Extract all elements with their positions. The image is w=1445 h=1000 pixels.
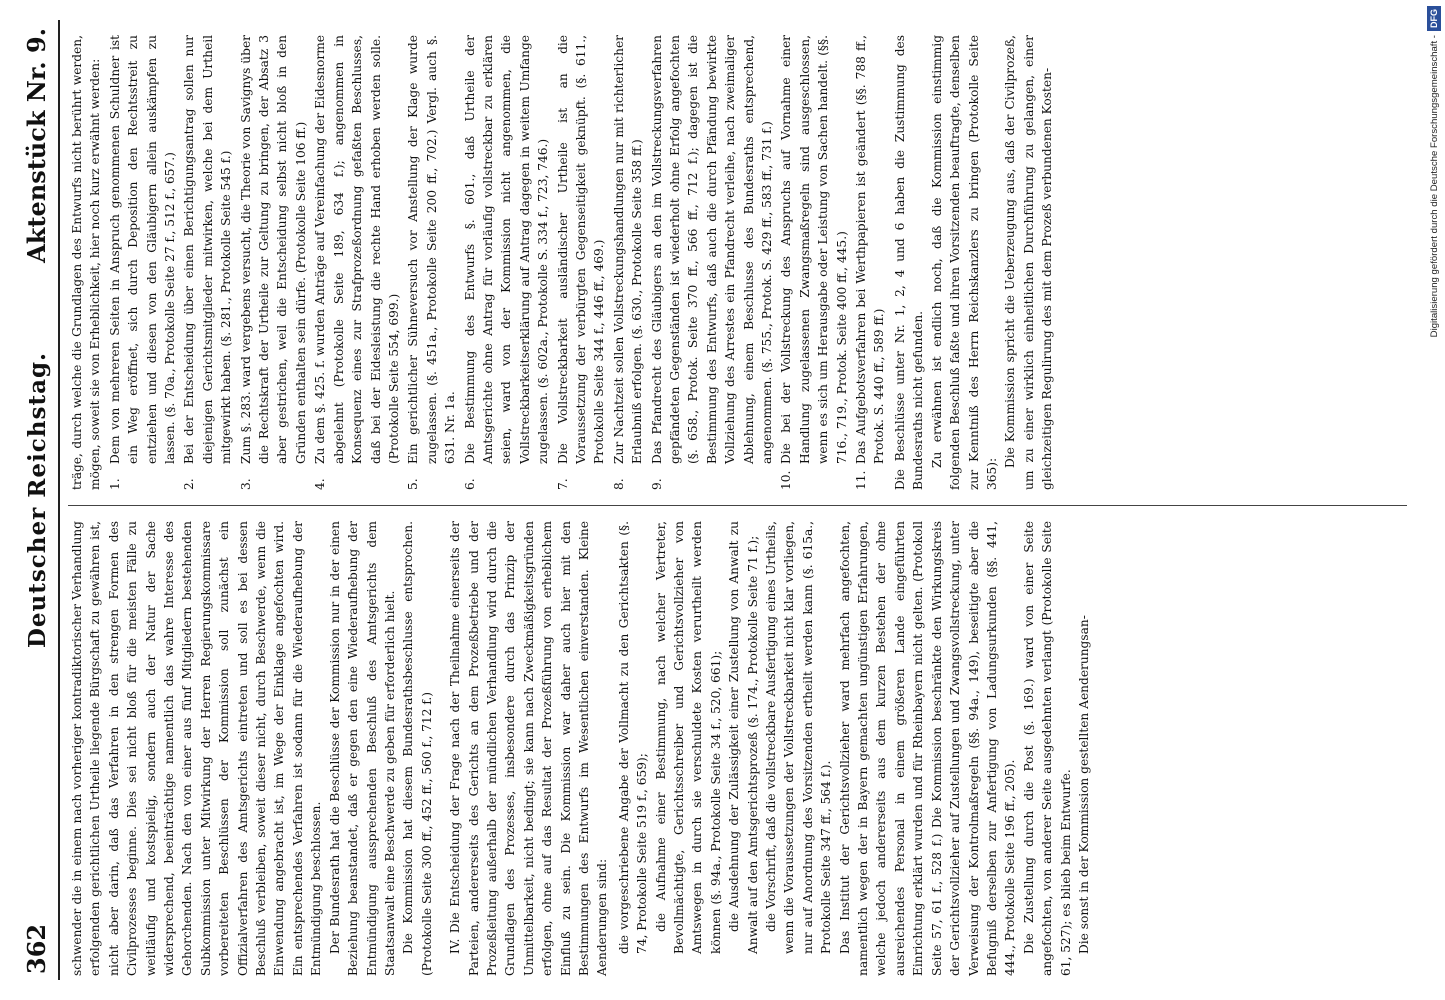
left-column <box>68 521 1407 976</box>
document-label: Aktenstück Nr. 9. <box>22 28 51 263</box>
item-number: 1. <box>107 478 122 490</box>
section-iv-paragraph: IV. Die Entscheidung der Frage nach der Theilnahme einerseits der Parteien, andererseits des Gerichts an dem Prozeßbetriebe und der Prozeßleitung außerhalb der mündlichen Verhandlung wird durch die Grundlagen des Prozesses, insbesondere durch das Prinzip der Unmittelbarkeit, nicht bedingt; sie kann nach Zweckmäßigkeitsgründen erfolgen, ohne auf das Resultat der Prozeßführung von erheblichem Einfluß zu sein. Die Kommission war daher auch hier mit den Bestimmungen des Entwurfs im Wesentlichen einverstanden. Kleine Aenderungen sind: <box>448 521 610 976</box>
numbered-item <box>180 35 235 490</box>
item-text: Die bei der Vollstreckung des Anspruchs auf Vornahme einer Handlung zugelassenen Zwangsmaßregeln sind ausgeschlossen, wenn es sich um Herausgabe oder Leistung von Sachen handelt. (§§. 716., 719., Protok. Seite 400 ff., 445.) <box>779 35 849 464</box>
paragraph: Die Kommission spricht die Ueberzeugung aus, daß der Civilprozeß, um zu einer wirklich einheitlichen Durchführung zu gelangen, einer gleichzeitigen Regulirung des mit dem Prozeß verbundenen Kosten- <box>1003 35 1055 490</box>
numbered-item <box>404 35 459 490</box>
item-number: 6. <box>462 478 477 490</box>
item-text: Dem von mehreren Seiten in Anspruch genommenen Schuldner ist ein Weg eröffnet, sich durch Deposition den Rechtsstreit zu entziehen und diesen von den Gläubigern allein auskämpfen zu lassen. (§. 70a., Protokolle Seite 27 f., 512 f., 657.) <box>107 35 178 464</box>
numbered-item <box>311 35 403 490</box>
column-divider <box>68 505 1407 506</box>
numbered-item <box>106 35 180 490</box>
item-number: 11. <box>854 470 869 490</box>
item-number: 9. <box>649 478 664 490</box>
item-text: Zu dem §. 425. f. wurden Anträge auf Vereinfachung der Eidesnorme abgelehnt (Protokolle Seite 189, 634 f.); angenommen in Konsequenz eines zur Strafprozeßordnung gefaßten Beschlusses, daß bei der Eidesleistung die rechte Hand erhoben werden solle. (Protokolle Seite 554, 699.) <box>313 35 401 464</box>
paragraph: Die Beschlüsse unter Nr. 1, 2, 4 und 6 haben die Zustimmung des Bundesraths nicht gefunden. <box>892 35 926 490</box>
amendment-item: die Ausdehnung der Zulässigkeit einer Zustellung von Anwalt zu Anwalt auf den Amtsgerichtsprozeß (§. 174., Protokolle Seite 71 f.); <box>727 521 760 954</box>
item-text: Das Aufgebotsverfahren bei Werthpapieren ist geändert (§§. 788 ff., Protok. S. 440 ff., 589 ff.) <box>854 35 887 464</box>
numbered-item <box>648 35 777 490</box>
paragraph: Die Kommission hat diesem Bundesrathsbeschlusse entsprochen. (Protokolle Seite 300 ff., 452 ff., 560 f., 712 f.) <box>401 521 434 976</box>
item-number: 7. <box>555 478 570 490</box>
paragraph: schwender die in einem nach vorheriger kontradiktorischer Verhandlung erfolgenden gerichtlichen Urtheile liegende Bürgschaft zu gewähren ist, nicht aber darin, daß das Verfahren in den strengen Formen des Civilprozesses beginne. Dies sei nicht bloß für die meisten Fälle zu weitläufig und kostspielig, sondern auch der Natur der Sache widersprechend, beeinträchtige namentlich das wahre Interesse des Gehorchenden. Nach den von einer aus fünf Mitgliedern bestehenden Subkommission unter Mitwirkung der Herren Regierungskommissare vorbereiteten Beschlüssen der Kommission soll zunächst ein Offizialverfahren des Amtsgerichts eintreten und soll es bei dessen Beschluß verbleiben, soweit dieser nicht, durch Beschwerde, wenn die Einwendung angebracht ist, im Wege der Einklage angefochten wird. Ein entsprechendes Verfahren ist sodann für die Wiederaufhebung der Entmündigung beschlossen. <box>70 521 324 976</box>
item-text: Die Vollstreckbarkeit ausländischer Urtheile ist an die Voraussetzung der verbürgten Gegenseitigkeit geknüpft. (§. 611., Protokolle Seite 344 f., 446 ff., 469.) <box>555 35 607 464</box>
dfg-logo: DFG <box>1427 6 1441 31</box>
dfg-funding-note: Digitalisierung gefördert durch die Deutsche Forschungsgemeinschaft - <box>1429 35 1440 338</box>
amendment-item: die Vorschrift, daß die vollstreckbare Ausfertigung eines Urtheils, wenn die Voraussetzungen der Vollstreckbarkeit nicht klar vorliegen, nur auf Anordnung des Vorsitzenden ertheilt werden kann (§. 615a., Protokolle Seite 347 ff., 564 f.). <box>764 521 834 954</box>
item-text: Zum §. 283. ward vergebens versucht, die Theorie von Savignys über die Rechtskraft der Urtheile zur Geltung zu bringen, der Absatz 3 aber gestrichen, weil die Entscheidung selbst nicht bloß in den Gründen enthalten sein dürfe. (Protokolle Seite 106 ff.) <box>238 35 308 464</box>
numbered-item <box>461 35 553 490</box>
page-header <box>18 20 60 980</box>
dfg-attribution-text <box>1425 6 1445 606</box>
item-number: 4. <box>313 478 328 490</box>
item-text: Zur Nachtzeit sollen Vollstreckungshandlungen nur mit richterlicher Erlaubniß erfolgen. (§. 630., Protokolle Seite 358 ff.) <box>611 35 645 464</box>
item-text: Ein gerichtlicher Sühneversuch vor Anstellung der Klage wurde zugelassen. (§. 451a., Protokolle Seite 200 ff., 702.) Vergl. auch §. 631. Nr. 1a. <box>406 35 458 464</box>
document-page <box>18 20 1413 980</box>
numbered-item <box>610 35 647 490</box>
amendment-item: die vorgeschriebene Angabe der Vollmacht zu den Gerichtsakten (§. 74, Protokolle Seite 519 f., 659); <box>616 521 650 954</box>
item-text: Die Bestimmung des Entwurfs §. 601., daß Urtheile der Amtsgerichte ohne Antrag für vorläufig vollstreckbar zu erklären seien, ward von der Kommission nicht angenommen, die Vollstreckbarkeitserklärung auf Antrag dagegen in weitem Umfange zugelassen. (§. 602a., Protokolle S. 334 f., 723, 746.) <box>462 35 551 464</box>
text-columns <box>68 24 1407 976</box>
item-number: 2. <box>182 478 197 490</box>
numbered-item <box>237 35 311 490</box>
amendment-item: die Aufnahme einer Bestimmung, nach welcher Vertreter, Bevollmächtigte, Gerichtsschreiber und Gerichtsvollzieher von Amtswegen in durch sie verschuldete Kosten verurtheilt werden können (§. 94a., Protokolle Seite 34 f., 520, 661); <box>653 521 723 954</box>
dfg-attribution <box>1405 6 1440 606</box>
paragraph: Die sonst in der Kommission gestellten Aenderungsan- <box>1076 615 1091 954</box>
item-number: 10. <box>779 470 794 490</box>
item-number: 5. <box>406 478 421 490</box>
item-number: 8. <box>611 478 626 490</box>
item-text: Bei der Entscheidung über einen Berichtigungsantrag sollen nur diejenigen Gerichtsmitglieder mitwirken, welche bei dem Urtheil mitgewirkt haben. (§. 281., Protokolle Seite 545 f.) <box>182 35 234 464</box>
item-number: 3. <box>238 478 253 490</box>
paragraph: Der Bundesrath hat die Beschlüsse der Kommission nur in der einen Beziehung beanstandet, daß er gegen den eine Wiederaufhebung der Entmündigung aussprechenden Beschluß des Amtsgerichts dem Staatsanwalt eine Beschwerde zu geben für erforderlich hielt. <box>327 521 397 976</box>
paragraph: Zu erwähnen ist endlich noch, daß die Kommission einstimmig folgenden Beschluß faßte und ihren Vorsitzenden beauftragte, denselben zur Kenntniß des Herrn Reichskanzlers zu bringen (Protokolle Seite 365): <box>929 35 999 490</box>
page-number: 362 <box>22 923 51 974</box>
item-text: Das Pfandrecht des Gläubigers an den im Vollstreckungsverfahren gepfändeten Gegenständen ist wiederholt ohne Erfolg angefochten (§. 658., Protok. Seite 370 ff., 566 ff., 712 f.); dagegen ist die Bestimmung des Entwurfs, daß auch die durch Pfändung bewirkte Vollziehung des Arrestes ein Pfandrecht verleihe, nach zweimaliger Ablehnung, einem Beschlusse des Bundesraths entsprechend, angenommen. (§. 755., Protok. S. 429 ff., 583 ff., 731 f.) <box>649 35 775 464</box>
paragraph: Das Institut der Gerichtsvollzieher ward mehrfach angefochten, namentlich wegen der in Bayern gemachten ungünstigen Erfahrungen, welche jedoch andererseits aus dem kurzen Bestehen der ohne ausreichendes Personal in einem größeren Lande eingeführten Einrichtung erklärt wurden und für Rheinbayern nicht gelten. (Protokoll Seite 57, 61 f., 528 f.) Die Kommission beschränkte den Wirkungskreis der Gerichtsvollzieher auf Zustellungen und Zwangsvollstreckung, unter Verweisung der Kontrolmaßregeln (§§. 94a., 149), beseitigte aber die Befugniß derselben zur Anfertigung von Ladungsurkunden (§§. 441, 444., Protokolle Seite 196 ff., 205). <box>837 521 1018 976</box>
paragraph: Die Zustellung durch die Post (§. 169.) ward von einer Seite angefochten, von anderer Seite ausgedehnten verlangt (Protokolle Seite 61, 527); es blieb beim Entwurfe. <box>1021 521 1073 976</box>
running-title: Deutscher Reichstag. <box>24 351 51 649</box>
right-column <box>68 35 1407 490</box>
paragraph: träge, durch welche die Grundlagen des Entwurfs nicht berührt werden, mögen, soweit sie von Erheblichkeit, hier noch kurz erwähnt werden: <box>70 35 103 490</box>
numbered-item <box>554 35 609 490</box>
numbered-item <box>777 35 851 490</box>
numbered-item <box>852 35 889 490</box>
